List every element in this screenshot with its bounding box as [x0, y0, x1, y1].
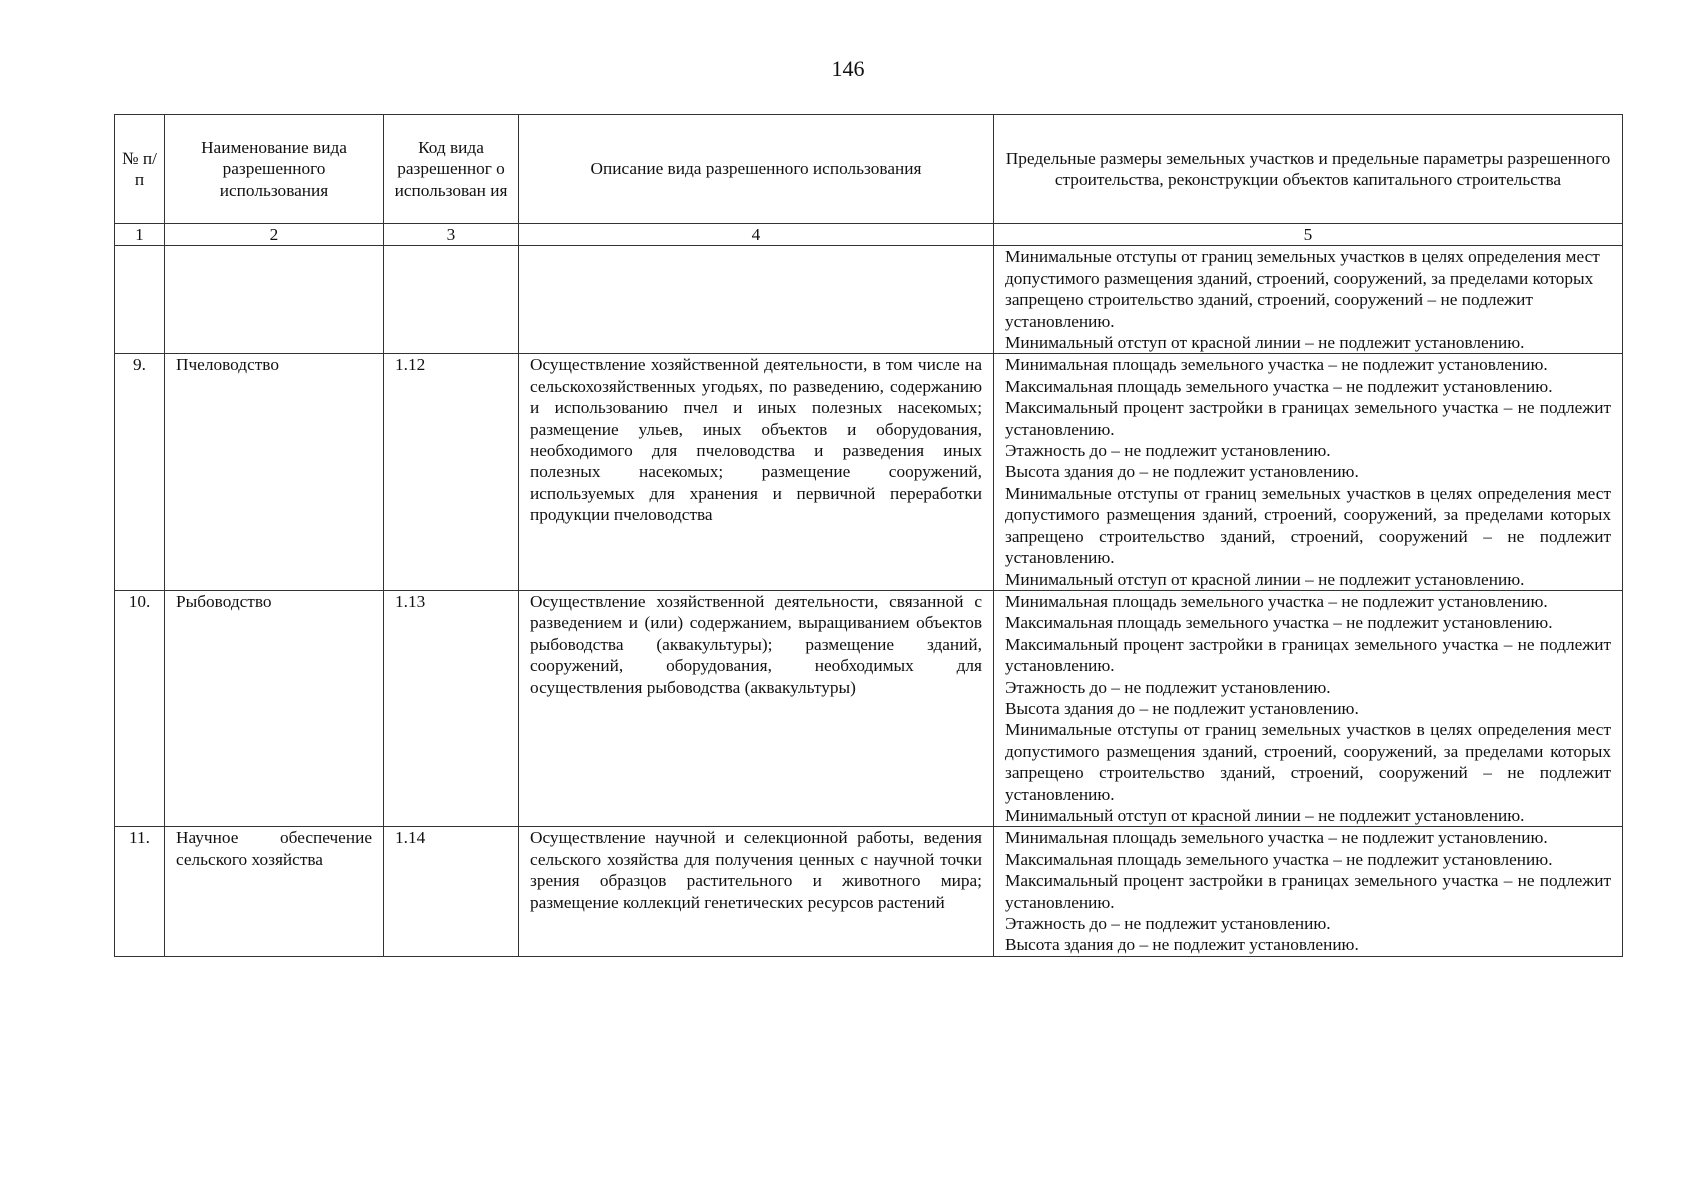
cell-num: 9. — [115, 354, 165, 590]
limit-paragraph: Максимальная площадь земельного участка – не подлежит установлению. — [1005, 376, 1553, 396]
cell-description: Осуществление хозяйственной деятельности, в том числе на сельскохозяйственных угодьях, по разведению, содержанию и использованию пчел и иных полезных насекомых; размещение ульев, иных объектов и оборудования, необходимого для пчеловодства и разведения иных полезных насекомых; размещение сооружений, используемых для хранения и первичной переработки продукции пчеловодства — [519, 354, 994, 590]
header-num: № п/п — [115, 115, 165, 224]
cell-code: 1.12 — [384, 354, 519, 590]
cell-name: Пчеловодство — [165, 354, 384, 590]
cell-name — [165, 246, 384, 354]
header-limits: Предельные размеры земельных участков и предельные параметры разрешенного строительства, реконструкции объектов капитального строительства — [994, 115, 1623, 224]
cell-code: 1.14 — [384, 827, 519, 956]
table-row-continuation — [115, 246, 1623, 354]
header-code: Код вида разрешенног о использован ия — [384, 115, 519, 224]
cell-description: Осуществление хозяйственной деятельности, связанной с разведением и (или) содержанием, выращиванием объектов рыбоводства (аквакультуры); размещение зданий, сооружений, оборудования, необходимых для осуществления рыбоводства (аквакультуры) — [519, 590, 994, 826]
table-row — [115, 590, 1623, 826]
cell-num — [115, 246, 165, 354]
limit-paragraph: Этажность до – не подлежит установлению. — [1005, 914, 1331, 933]
header-name: Наименование вида разрешенного использования — [165, 115, 384, 224]
cell-limits — [994, 246, 1623, 354]
column-number: 5 — [994, 224, 1623, 246]
cell-description: Осуществление научной и селекционной работы, ведения сельского хозяйства для получения ценных с научной точки зрения образцов растительного и животного мира; размещение коллекций генетических ресурсов растений — [519, 827, 994, 956]
limit-paragraph: Этажность до – не подлежит установлению. — [1005, 677, 1331, 697]
limit-paragraph: Максимальная площадь земельного участка – не подлежит установлению. — [1005, 849, 1553, 869]
limit-paragraph: Максимальный процент застройки в границах земельного участка – не подлежит установлению. — [1005, 871, 1611, 912]
cell-limits — [994, 354, 1623, 590]
table-header-row — [115, 115, 1623, 224]
table-row — [115, 827, 1623, 956]
limit-paragraph: Этажность до – не подлежит установлению. — [1005, 441, 1331, 461]
column-number: 4 — [519, 224, 994, 246]
limit-paragraph: Максимальный процент застройки в границах земельного участка – не подлежит установлению. — [1005, 398, 1611, 439]
limit-paragraph: Минимальная площадь земельного участка – не подлежит установлению. — [1005, 355, 1548, 375]
limit-paragraph: Минимальный отступ от красной линии – не подлежит установлению. — [1005, 805, 1525, 825]
cell-code: 1.13 — [384, 590, 519, 826]
limit-paragraph: Минимальный отступ от красной линии – не подлежит установлению. — [1005, 333, 1525, 353]
column-number: 3 — [384, 224, 519, 246]
cell-num: 11. — [115, 827, 165, 956]
limit-paragraph: Минимальные отступы от границ земельных участков в целях определения мест допустимого размещения зданий, строений, сооружений, за пределами которых запрещено строительство зданий, строений, сооружений – не подлежит установлению. — [1005, 720, 1611, 804]
limit-paragraph: Минимальная площадь земельного участка – не подлежит установлению. — [1005, 591, 1548, 611]
column-number: 2 — [165, 224, 384, 246]
limit-paragraph: Минимальные отступы от границ земельных участков в целях определения мест допустимого размещения зданий, строений, сооружений, за пределами которых запрещено строительство зданий, строений, сооружений – не подлежит установлению. — [1005, 483, 1611, 568]
limit-paragraph: Высота здания до – не подлежит установлению. — [1005, 462, 1359, 482]
limit-paragraph: Высота здания до – не подлежит установлению. — [1005, 698, 1359, 718]
cell-code — [384, 246, 519, 354]
limit-paragraph: Минимальная площадь земельного участка – не подлежит установлению. — [1005, 828, 1548, 848]
header-description: Описание вида разрешенного использования — [519, 115, 994, 224]
column-number: 1 — [115, 224, 165, 246]
limit-paragraph: Высота здания до – не подлежит установлению. — [1005, 935, 1359, 955]
limit-paragraph: Максимальная площадь земельного участка – не подлежит установлению. — [1005, 613, 1553, 633]
land-use-table — [114, 114, 1623, 957]
limit-paragraph: Максимальный процент застройки в границах земельного участка – не подлежит установлению. — [1005, 634, 1611, 676]
column-number-row — [115, 224, 1623, 246]
limit-paragraph: Минимальный отступ от красной линии – не подлежит установлению. — [1005, 569, 1525, 589]
cell-description — [519, 246, 994, 354]
cell-name: Научное обеспечение сельского хозяйства — [165, 827, 384, 956]
cell-limits — [994, 590, 1623, 826]
cell-num: 10. — [115, 590, 165, 826]
table-row — [115, 354, 1623, 590]
cell-limits — [994, 827, 1623, 956]
cell-name: Рыбоводство — [165, 590, 384, 826]
page-number: 146 — [831, 56, 865, 81]
limit-paragraph: Минимальные отступы от границ земельных участков в целях определения мест допустимого размещения зданий, строений, сооружений, за пределами которых запрещено строительство зданий, строений, сооружений – не подлежит установлению. — [1005, 247, 1600, 331]
